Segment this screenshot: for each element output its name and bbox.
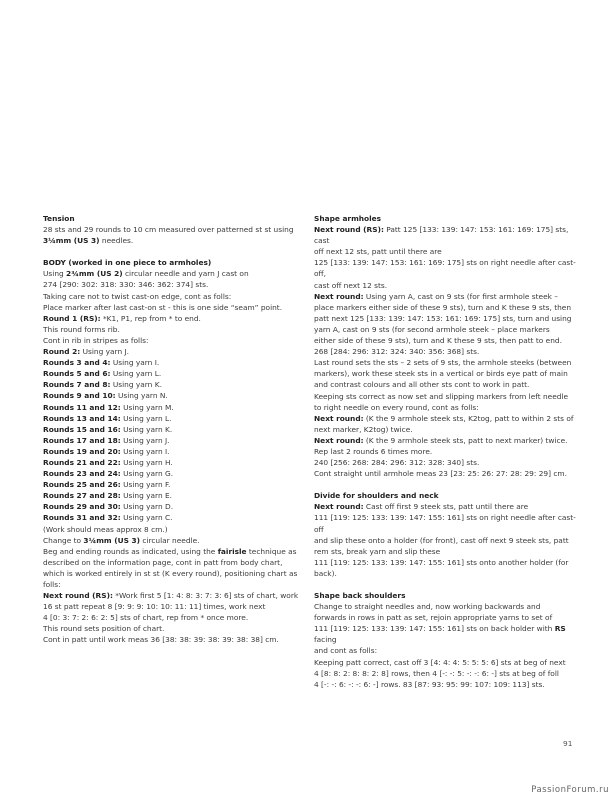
left-column <box>43 213 301 646</box>
text-line <box>43 424 301 435</box>
text-line <box>314 335 576 346</box>
text-line <box>314 457 576 468</box>
page-number: 91 <box>563 739 573 748</box>
text-line <box>43 235 301 246</box>
text-line <box>314 468 576 479</box>
line-text: *Work first 5 [1: 4: 8: 3: 7: 3: 6] sts of chart, work <box>112 591 299 601</box>
line-text: described on the information page, cont in patt from body chart, <box>43 557 283 567</box>
line-text: Using yarn N. <box>115 391 168 401</box>
line-text: 4 [8: 8: 2: 8: 8: 2: 8] rows, then 4 [-: -: 5: -: -: 6: -] sts at beg of foll <box>314 668 559 678</box>
text-line <box>314 601 576 612</box>
paragraph-gap <box>43 246 301 257</box>
line-text: Using yarn J. <box>80 347 130 357</box>
line-text: Using yarn F. <box>120 480 171 490</box>
line-text: This round sets position of chart. <box>43 624 165 634</box>
text-line <box>43 368 301 379</box>
line-text: Using yarn D. <box>120 502 174 512</box>
watermark-text: PassionForum.ru <box>531 785 609 795</box>
line-text: Cast off first 9 steek sts, patt until there are <box>363 502 529 512</box>
line-text: to right needle on every round, cont as folls: <box>314 402 479 412</box>
text-line <box>43 279 301 290</box>
text-line <box>43 579 301 590</box>
bold-label: Rounds 21 and 22: <box>43 457 121 467</box>
text-line <box>314 557 576 568</box>
bold-label: Round 1 (RS): <box>43 313 101 323</box>
line-text: Using yarn E. <box>120 491 173 501</box>
text-line <box>314 280 576 291</box>
line-text: (K the 9 armhole steek sts, patt to next marker) twice. <box>363 435 568 445</box>
line-text: Patt 125 [133: 139: 147: 153: 161: 169: 175] sts, cast <box>314 225 569 246</box>
line-text: This round forms rib. <box>43 324 120 334</box>
text-line <box>43 313 301 324</box>
text-line <box>314 302 576 313</box>
line-text: folls: <box>43 580 61 589</box>
line-text: 125 [133: 139: 147: 153: 161: 169: 175] sts on right needle after cast-off, <box>314 258 576 279</box>
bold-label: Rounds 25 and 26: <box>43 480 121 490</box>
text-line <box>314 679 576 690</box>
bold-label: Rounds 5 and 6: <box>43 369 111 379</box>
line-text: Using yarn C. <box>120 513 173 523</box>
line-text: Using yarn L. <box>120 413 172 423</box>
bold-label: Rounds 17 and 18: <box>43 435 121 445</box>
line-text: technique as <box>246 546 297 556</box>
text-line <box>314 324 576 335</box>
section-heading <box>43 257 301 268</box>
line-text: 268 [284: 296: 312: 324: 340: 356: 368] sts. <box>314 347 480 357</box>
line-text: Last round sets the sts – 2 sets of 9 sts, the armhole steeks (between <box>314 358 572 368</box>
line-text: 4 [0: 3: 7: 2: 6: 2: 5] sts of chart, rep from * once more. <box>43 613 249 623</box>
line-text: Cont in patt until work meas 36 [38: 38: 39: 38: 39: 38: 38] cm. <box>43 635 279 645</box>
text-line <box>314 535 576 546</box>
line-text: Using yarn I. <box>120 446 170 456</box>
bold-label: Next round: <box>314 291 364 301</box>
text-line <box>43 224 301 235</box>
line-text: 240 [256: 268: 284: 296: 312: 328: 340] sts. <box>314 458 480 468</box>
line-text: either side of these 9 sts), turn and K these 9 sts, then patt to end. <box>314 336 562 346</box>
text-line <box>314 346 576 357</box>
bold-label: Next round (RS): <box>43 591 113 601</box>
bold-label: Rounds 27 and 28: <box>43 491 121 501</box>
section-heading <box>43 213 301 224</box>
text-line <box>314 313 576 324</box>
line-text: Taking care not to twist cast-on edge, cont as folls: <box>43 291 232 301</box>
text-line <box>43 612 301 623</box>
line-text: (Work should meas approx 8 cm.) <box>43 524 168 534</box>
line-text: 274 [290: 302: 318: 330: 346: 362: 374] sts. <box>43 280 209 290</box>
bold-label: 3¼mm (US 3) <box>43 236 100 246</box>
heading-text: Tension <box>43 214 75 223</box>
text-line <box>43 457 301 468</box>
text-line <box>43 601 301 612</box>
text-line <box>314 568 576 579</box>
line-text: place markers either side of these 9 sts), turn and K these 9 sts, then <box>314 302 572 312</box>
bold-label: Rounds 13 and 14: <box>43 413 121 423</box>
line-text: which is worked entirely in st st (K every round), positioning chart as <box>43 568 298 578</box>
text-line <box>314 379 576 390</box>
text-line <box>43 291 301 302</box>
text-line <box>314 257 576 279</box>
line-text: 16 st patt repeat 8 [9: 9: 9: 10: 10: 11: 11] times, work next <box>43 602 266 612</box>
text-line <box>43 357 301 368</box>
bold-label: fairisle <box>217 546 247 556</box>
text-line <box>43 546 301 557</box>
text-line <box>43 413 301 424</box>
text-line <box>43 501 301 512</box>
line-text: Cont in rib in stripes as folls: <box>43 335 149 345</box>
line-text: Rep last 2 rounds 6 times more. <box>314 446 433 456</box>
line-text: Keeping patt correct, cast off 3 [4: 4: 4: 5: 5: 5: 6] sts at beg of next <box>314 657 566 667</box>
text-line <box>43 490 301 501</box>
line-text: Using yarn L. <box>110 369 162 379</box>
text-line <box>314 501 576 512</box>
line-text: Change to straight needles and, now working backwards and <box>314 602 541 612</box>
bold-label: Round 2: <box>43 347 81 357</box>
line-text: *K1, P1, rep from * to end. <box>100 313 201 323</box>
bold-label: Rounds 23 and 24: <box>43 469 121 479</box>
line-text: Using yarn K. <box>120 424 173 434</box>
text-line <box>314 413 576 424</box>
bold-label: Rounds 29 and 30: <box>43 502 121 512</box>
bold-label: Next round: <box>314 435 364 445</box>
line-text: rem sts, break yarn and slip these <box>314 546 441 556</box>
text-line <box>43 634 301 645</box>
line-text: and contrast colours and all other sts cont to work in patt. <box>314 380 530 390</box>
text-line <box>314 291 576 302</box>
text-line <box>314 435 576 446</box>
line-text: (K the 9 armhole steek sts, K2tog, patt to within 2 sts of <box>363 413 574 423</box>
text-line <box>314 391 576 402</box>
text-line <box>43 557 301 568</box>
bold-label: Rounds 3 and 4: <box>43 358 111 368</box>
line-text: 4 [-: -: 6: -: -: 6: -] rows. 83 [87: 93: 95: 99: 107: 109: 113] sts. <box>314 679 545 689</box>
line-text: off next 12 sts, patt until there are <box>314 247 442 257</box>
text-line <box>43 402 301 413</box>
text-line <box>43 568 301 579</box>
line-text: circular needle and yarn J cast on <box>122 269 249 279</box>
bold-label: Rounds 19 and 20: <box>43 446 121 456</box>
section-heading <box>314 490 576 501</box>
text-line <box>314 623 576 645</box>
line-text: markers), work these steek sts in a vertical or birds eye patt of main <box>314 369 568 379</box>
bold-label: 2¾mm (US 2) <box>66 269 123 279</box>
line-text: facing <box>314 635 337 645</box>
bold-label: Rounds 9 and 10: <box>43 391 116 401</box>
text-line <box>43 446 301 457</box>
text-line <box>314 512 576 534</box>
line-text: and slip these onto a holder (for front), cast off next 9 steek sts, patt <box>314 535 569 545</box>
line-text: Using yarn K. <box>110 380 162 390</box>
line-text: needles. <box>99 236 134 246</box>
text-line <box>43 623 301 634</box>
bold-label: Rounds 7 and 8: <box>43 380 111 390</box>
line-text: patt next 125 [133: 139: 147: 153: 161: 169: 175] sts, turn and using <box>314 313 572 323</box>
bold-label: 3¼mm (US 3) <box>83 535 140 545</box>
text-line <box>43 379 301 390</box>
text-line <box>43 335 301 346</box>
text-line <box>314 657 576 668</box>
text-line <box>43 390 301 401</box>
text-line <box>43 524 301 535</box>
line-prefix: Beg and ending rounds as indicated, using the <box>43 546 218 556</box>
text-line <box>314 446 576 457</box>
text-line <box>43 435 301 446</box>
text-line <box>314 246 576 257</box>
text-line <box>43 590 301 601</box>
heading-text: Shape back shoulders <box>314 591 406 600</box>
text-line <box>314 402 576 413</box>
line-prefix: Change to <box>43 535 84 545</box>
line-text: Using yarn M. <box>120 402 174 412</box>
line-text: cast off next 12 sts. <box>314 280 388 290</box>
bold-label: Rounds 11 and 12: <box>43 402 121 412</box>
line-text: Using yarn I. <box>110 358 160 368</box>
text-line <box>314 224 576 246</box>
text-line <box>43 268 301 279</box>
line-text: Using yarn J. <box>120 435 170 445</box>
line-prefix: Using <box>43 269 67 279</box>
line-text: circular needle. <box>140 535 200 545</box>
bold-label: RS <box>554 624 566 634</box>
line-text: 111 [119: 125: 133: 139: 147: 155: 161] sts onto another holder (for <box>314 557 569 567</box>
line-text: 111 [119: 125: 133: 139: 147: 155: 161] sts on right needle after cast-off <box>314 513 576 534</box>
line-text: forwards in rows in patt as set, rejoin appropriate yarns to set of <box>314 613 553 623</box>
line-text: Keeping sts correct as now set and slipping markers from left needle <box>314 391 569 401</box>
right-column <box>314 213 576 690</box>
heading-text: BODY (worked in one piece to armholes) <box>43 258 212 268</box>
bold-label: Next round: <box>314 413 364 423</box>
section-heading <box>314 213 576 224</box>
line-text: Cont straight until armhole meas 23 [23: 25: 26: 27: 28: 29: 29] cm. <box>314 469 567 479</box>
text-line <box>314 645 576 656</box>
heading-text: Shape armholes <box>314 214 382 223</box>
line-text: next marker, K2tog) twice. <box>314 424 413 434</box>
bold-label: Next round (RS): <box>314 225 384 235</box>
line-text: yarn A, cast on 9 sts (for second armhole steek – place markers <box>314 324 550 334</box>
bold-label: Rounds 31 and 32: <box>43 513 121 523</box>
paragraph-gap <box>314 579 576 590</box>
line-prefix: 111 [119: 125: 133: 139: 147: 155: 161] sts on back holder with <box>314 624 555 634</box>
line-text: Using yarn G. <box>120 469 174 479</box>
text-line <box>314 357 576 368</box>
line-text: Using yarn A, cast on 9 sts (for first armhole steek – <box>363 291 558 301</box>
line-text: and cont as folls: <box>314 646 378 656</box>
line-text: Using yarn H. <box>120 457 173 467</box>
bold-label: Rounds 15 and 16: <box>43 424 121 434</box>
line-text: back). <box>314 568 337 578</box>
text-line <box>314 546 576 557</box>
text-line <box>43 479 301 490</box>
text-line <box>43 324 301 335</box>
text-line <box>314 668 576 679</box>
text-line <box>314 368 576 379</box>
text-line <box>43 535 301 546</box>
text-line <box>43 512 301 523</box>
bold-label: Next round: <box>314 502 364 512</box>
section-heading <box>314 590 576 601</box>
text-line <box>43 468 301 479</box>
line-text: 28 sts and 29 rounds to 10 cm measured over patterned st st using <box>43 225 294 235</box>
paragraph-gap <box>314 479 576 490</box>
line-text: Place marker after last cast-on st - this is one side “seam” point. <box>43 302 283 312</box>
text-line <box>314 424 576 435</box>
text-line <box>314 612 576 623</box>
heading-text: Divide for shoulders and neck <box>314 491 439 501</box>
text-line <box>43 302 301 313</box>
text-line <box>43 346 301 357</box>
